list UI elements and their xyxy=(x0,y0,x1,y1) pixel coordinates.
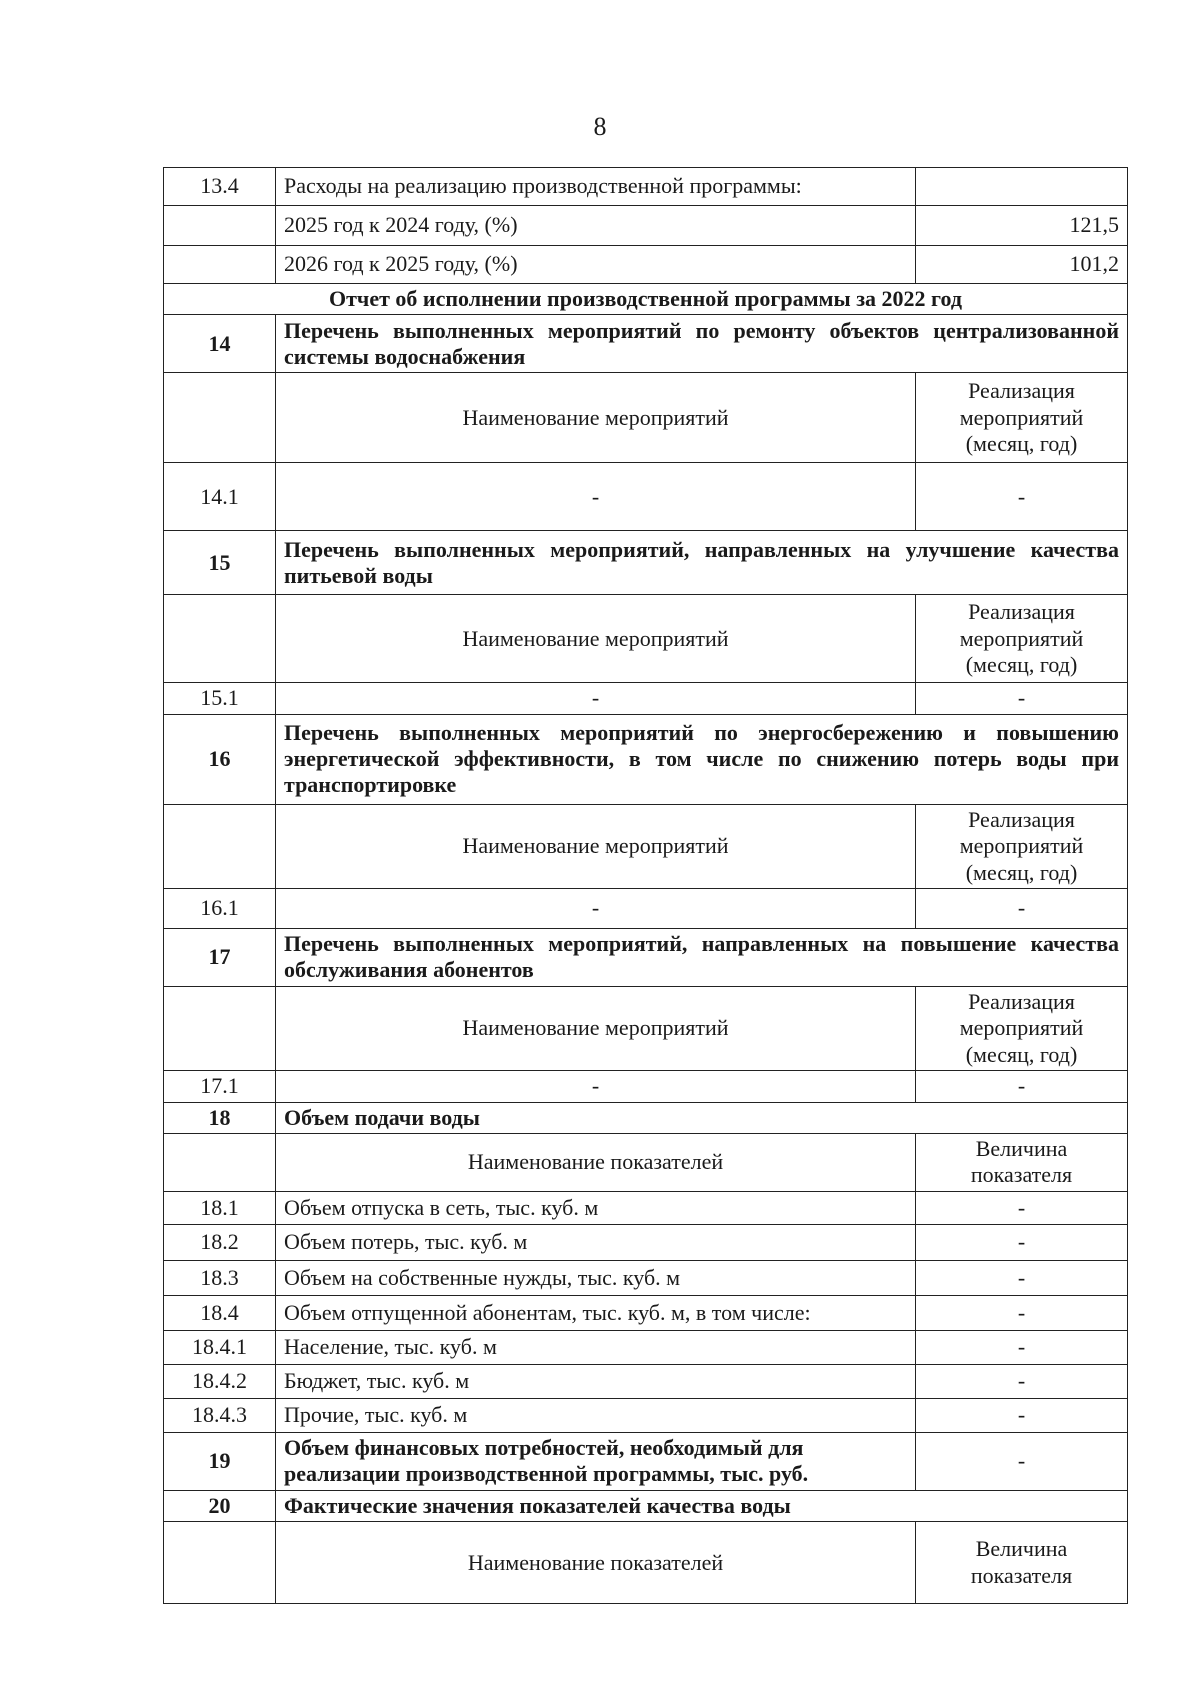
row-number: 18.2 xyxy=(164,1224,276,1260)
column-header-implementation: Реализация мероприятий (месяц, год) xyxy=(916,804,1128,888)
column-header-row xyxy=(164,1522,1128,1604)
table-row xyxy=(164,1364,1128,1398)
row-value: - xyxy=(916,1191,1128,1224)
row-label: - xyxy=(276,463,916,531)
column-header-name: Наименование мероприятий xyxy=(276,804,916,888)
section-title: Объем подачи воды xyxy=(276,1102,1128,1133)
row-value: - xyxy=(916,1398,1128,1432)
column-header-row xyxy=(164,804,1128,888)
row-number xyxy=(164,1522,276,1604)
row-number xyxy=(164,1133,276,1191)
row-number xyxy=(164,206,276,246)
column-header-implementation: Реализация мероприятий (месяц, год) xyxy=(916,986,1128,1070)
column-header-row xyxy=(164,595,1128,683)
row-label: 2026 год к 2025 году, (%) xyxy=(276,246,916,284)
row-label: Объем отпуска в сеть, тыс. куб. м xyxy=(276,1191,916,1224)
section-number: 15 xyxy=(164,531,276,595)
row-number xyxy=(164,246,276,284)
column-header-name: Наименование мероприятий xyxy=(276,373,916,463)
report-title: Отчет об исполнении производственной программы за 2022 год xyxy=(164,284,1128,315)
row-value: 121,5 xyxy=(916,206,1128,246)
section-title: Перечень выполненных мероприятий по ремонту объектов централизованной системы водоснабжения xyxy=(276,315,1128,373)
section-header-row xyxy=(164,928,1128,986)
section-number: 18 xyxy=(164,1102,276,1133)
row-value: - xyxy=(916,463,1128,531)
table-row xyxy=(164,1398,1128,1432)
row-number: 18.4.2 xyxy=(164,1364,276,1398)
column-header-row xyxy=(164,986,1128,1070)
table-row xyxy=(164,1260,1128,1295)
row-number: 18.4.3 xyxy=(164,1398,276,1432)
column-header-name: Наименование мероприятий xyxy=(276,595,916,683)
row-label: Население, тыс. куб. м xyxy=(276,1330,916,1364)
column-header-name: Наименование показателей xyxy=(276,1522,916,1604)
row-value: - xyxy=(916,1364,1128,1398)
row-number: 16.1 xyxy=(164,888,276,928)
column-header-name: Наименование показателей xyxy=(276,1133,916,1191)
row-value: - xyxy=(916,1432,1128,1490)
section-header-row xyxy=(164,1102,1128,1133)
section-number: 14 xyxy=(164,315,276,373)
row-number xyxy=(164,804,276,888)
row-value: - xyxy=(916,1330,1128,1364)
row-number xyxy=(164,986,276,1070)
row-value: 101,2 xyxy=(916,246,1128,284)
section-title: Перечень выполненных мероприятий, направленных на повышение качества обслуживания абонентов xyxy=(276,928,1128,986)
row-number: 17.1 xyxy=(164,1071,276,1102)
row-number: 18.3 xyxy=(164,1260,276,1295)
row-number: 13.4 xyxy=(164,168,276,206)
column-header-implementation: Реализация мероприятий (месяц, год) xyxy=(916,595,1128,683)
table-row xyxy=(164,168,1128,206)
column-header-row xyxy=(164,373,1128,463)
table-row xyxy=(164,1071,1128,1102)
section-number: 17 xyxy=(164,928,276,986)
table-row xyxy=(164,1224,1128,1260)
table-row xyxy=(164,463,1128,531)
section-header-row xyxy=(164,1490,1128,1521)
section-title: Фактические значения показателей качества воды xyxy=(276,1490,1128,1521)
section-header-row xyxy=(164,315,1128,373)
row-label: 2025 год к 2024 году, (%) xyxy=(276,206,916,246)
row-value: - xyxy=(916,1295,1128,1330)
row-label: - xyxy=(276,683,916,714)
row-number xyxy=(164,373,276,463)
row-label: Прочие, тыс. куб. м xyxy=(276,1398,916,1432)
column-header-value: Величина показателя xyxy=(916,1133,1128,1191)
row-label: Объем отпущенной абонентам, тыс. куб. м, в том числе: xyxy=(276,1295,916,1330)
section-title: Перечень выполненных мероприятий по энергосбережению и повышению энергетической эффективности, в том числе по снижению потерь воды при транспортировке xyxy=(276,714,1128,804)
table-row xyxy=(164,888,1128,928)
section-number: 20 xyxy=(164,1490,276,1521)
section-number: 19 xyxy=(164,1432,276,1490)
table-row xyxy=(164,284,1128,315)
column-header-row xyxy=(164,1133,1128,1191)
row-value: - xyxy=(916,1071,1128,1102)
row-value xyxy=(916,168,1128,206)
section-header-row xyxy=(164,1432,1128,1490)
section-title: Перечень выполненных мероприятий, направленных на улучшение качества питьевой воды xyxy=(276,531,1128,595)
table-row xyxy=(164,1330,1128,1364)
row-value: - xyxy=(916,888,1128,928)
page-number: 8 xyxy=(593,112,607,141)
row-number: 14.1 xyxy=(164,463,276,531)
table-row xyxy=(164,246,1128,284)
row-label: Объем потерь, тыс. куб. м xyxy=(276,1224,916,1260)
table-row xyxy=(164,1295,1128,1330)
row-number: 18.4 xyxy=(164,1295,276,1330)
section-number: 16 xyxy=(164,714,276,804)
row-number: 18.1 xyxy=(164,1191,276,1224)
row-number: 18.4.1 xyxy=(164,1330,276,1364)
column-header-implementation: Реализация мероприятий (месяц, год) xyxy=(916,373,1128,463)
section-header-row xyxy=(164,531,1128,595)
row-value: - xyxy=(916,1260,1128,1295)
section-title: Объем финансовых потребностей, необходимый для реализации производственной программы, тыс. руб. xyxy=(276,1432,916,1490)
row-label: Объем на собственные нужды, тыс. куб. м xyxy=(276,1260,916,1295)
production-program-table xyxy=(163,167,1128,1604)
table-row xyxy=(164,206,1128,246)
table-row xyxy=(164,1191,1128,1224)
row-value: - xyxy=(916,1224,1128,1260)
column-header-name: Наименование мероприятий xyxy=(276,986,916,1070)
row-label: Расходы на реализацию производственной программы: xyxy=(276,168,916,206)
table-row xyxy=(164,683,1128,714)
row-label: - xyxy=(276,1071,916,1102)
section-header-row xyxy=(164,714,1128,804)
column-header-value: Величина показателя xyxy=(916,1522,1128,1604)
row-label: Бюджет, тыс. куб. м xyxy=(276,1364,916,1398)
row-number xyxy=(164,595,276,683)
row-number: 15.1 xyxy=(164,683,276,714)
row-value: - xyxy=(916,683,1128,714)
row-label: - xyxy=(276,888,916,928)
